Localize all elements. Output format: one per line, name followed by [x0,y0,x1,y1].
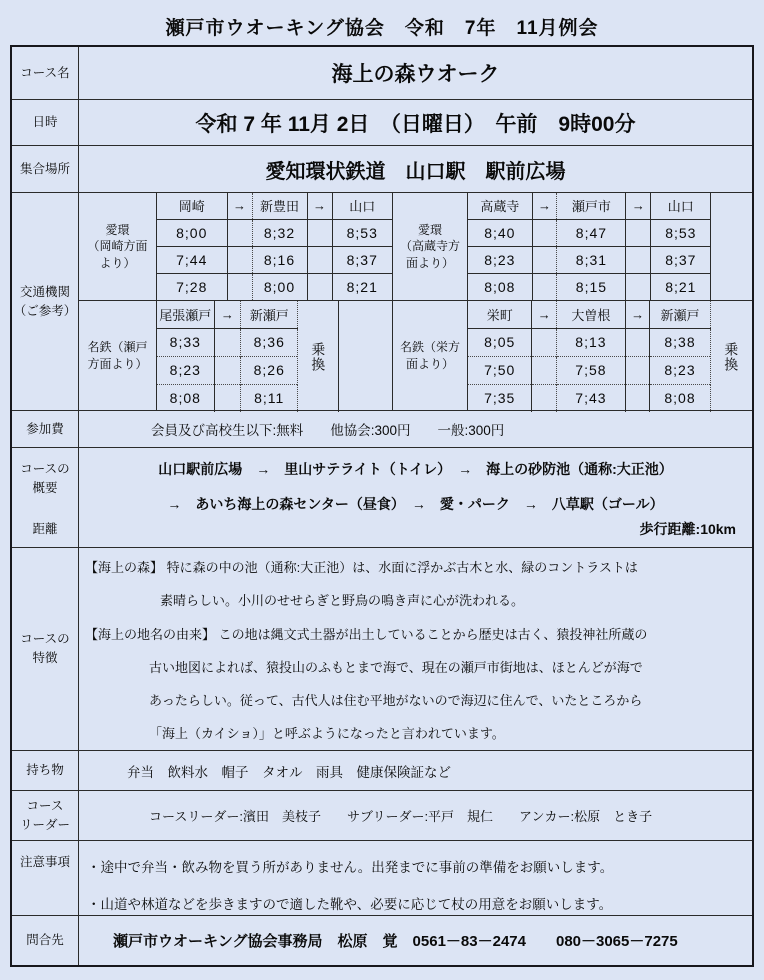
time-cell: 7;28 [157,273,227,300]
station-header: 尾張瀬戸 [159,307,212,323]
timetable-meitetsu-seto [79,300,392,410]
arrow-spacer-cell [625,384,650,412]
row-course-leaders [12,790,752,840]
arrow-spacer-cell [626,219,651,246]
time-cell: 8;16 [252,246,307,273]
arrow-icon: → [626,193,651,219]
time-cell: 8;36 [241,328,298,356]
timetable-meitetsu-sakae [393,300,752,410]
arrow-spacer-cell [214,384,241,412]
station-header: 高蔵寺 [480,199,520,215]
arrow-spacer-cell [227,219,252,246]
arrow-icon: → [227,193,252,219]
time-cell: 8;13 [557,328,626,356]
row-notes [12,840,752,915]
empty-cell [711,193,752,300]
arrow-spacer-cell [532,356,557,384]
station-header: 大曽根 [557,301,626,328]
transfer-cell: 乗換 [298,301,339,412]
time-cell: 8;40 [468,219,532,246]
leaders-label: コース リーダー [12,791,79,840]
row-transport [12,192,752,410]
time-cell: 8;32 [252,219,307,246]
time-cell: 8;31 [557,246,626,273]
line-label-meitetsu-seto: 名鉄（瀬戸方面より） [79,301,157,410]
station-header: 栄町 [486,307,513,323]
row-belongings [12,750,752,790]
arrow-spacer-cell [532,246,557,273]
empty-cell [339,301,392,412]
station-header: 瀬戸市 [557,193,626,219]
features-line: 「海上（カイショ）」と呼ぶようになったと言われています。 [149,726,505,742]
time-cell: 8;05 [468,328,532,356]
features-line: 古い地図によれば、猿投山のふもとまで海で、現在の瀬戸市街地は、ほとんどが海で [149,659,643,675]
notes-line: ・山道や林道などを歩きますので適した靴や、必要に応じて杖の用意をお願いします。 [87,897,613,912]
belongings-value: 弁当 飲料水 帽子 タオル 雨具 健康保険証など [127,764,451,780]
belongings-label: 持ち物 [12,751,79,790]
station-header: 新瀬戸 [650,301,710,328]
time-cell: 7;44 [157,246,227,273]
line-label-aikan-kozoji: 愛環 （高蔵寺方面より） [393,193,468,300]
meeting-place-value: 愛知環状鉄道 山口駅 駅前広場 [265,160,566,183]
notes-text [79,841,752,915]
arrow-spacer-cell [532,219,557,246]
time-cell: 8;37 [332,246,392,273]
time-cell: 7;50 [468,356,532,384]
time-cell: 8;00 [157,219,227,246]
station-header: 新豊田 [252,193,307,219]
contact-label: 問合先 [12,916,79,965]
arrow-icon: → [307,193,332,219]
datetime-label: 日時 [12,100,79,145]
time-cell: 8;37 [651,246,711,273]
row-meeting-place [12,145,752,192]
event-info-table [10,45,754,967]
features-line: あったらしい。従って、古代人は住む平地がないので海辺に住んで、いたところから [149,693,643,709]
time-cell: 8;15 [557,273,626,300]
route-line-1: 山口駅前広場 → 里山サテライト（トイレ） → 海上の砂防池（通称:大正池） [158,461,673,477]
row-course-outline [12,447,752,547]
course-route [79,448,752,547]
time-cell: 8;08 [468,273,532,300]
walking-distance: 歩行距離:10km [639,521,736,537]
time-cell: 8;53 [332,219,392,246]
line-label-meitetsu-sakae: 名鉄（栄方面より） [393,301,468,410]
arrow-spacer-cell [227,273,252,300]
time-cell: 8;47 [557,219,626,246]
station-header: 岡崎 [178,199,205,215]
arrow-spacer-cell [307,273,332,300]
time-cell: 8;21 [651,273,711,300]
station-header: 山口 [332,193,392,219]
time-cell: 8;11 [241,384,298,412]
timetable-table [157,193,392,300]
time-cell: 8;26 [241,356,298,384]
time-cell: 8;21 [332,273,392,300]
arrow-spacer-cell [532,328,557,356]
timetable-aikan-kozoji [393,193,752,300]
fee-label: 参加費 [12,411,79,447]
transfer-cell: 乗換 [710,301,752,412]
timetable-aikan-okazaki [79,193,392,300]
page-title: 瀬戸市ウオーキング協会 令和 7年 11月例会 [165,18,599,39]
time-cell: 8;23 [157,356,214,384]
leaders-value: コースリーダー:濱田 美枝子 サブリーダー:平戸 規仁 アンカー:松原 とき子 [149,809,653,824]
timetable-table [468,193,752,300]
arrow-icon: → [625,301,650,328]
transport-label: 交通機関 （ご参考） [12,193,79,410]
route-line-2: → あいち海上の森センター（昼食） → 愛・パーク → 八草駅（ゴール） [167,496,664,512]
arrow-spacer-cell [227,246,252,273]
meeting-place-label: 集合場所 [12,146,79,192]
arrow-spacer-cell [532,384,557,412]
time-cell: 7;35 [468,384,532,412]
fee-value: 会員及び高校生以下:無料 他協会:300円 一般:300円 [151,423,505,438]
features-line: 【海上の地名の由来】 この地は縄文式土器が出土していることから歴史は古く、猿投神社所蔵の [85,626,648,642]
course-name-label: コース名 [12,47,79,99]
arrow-spacer-cell [307,246,332,273]
features-line: 【海上の森】 特に森の中の池（通称:大正池）は、水面に浮かぶ古木と水、緑のコントラストは [85,560,638,575]
row-course-name [12,47,752,99]
station-header: 新瀬戸 [241,301,298,328]
arrow-spacer-cell [626,246,651,273]
transport-timetables [79,193,752,410]
contact-value: 瀬戸市ウオーキング協会事務局 松原 覚 0561－83－2474 080－3065－7275 [113,933,678,950]
row-fee [12,410,752,447]
datetime-value: 令和 7 年 11月 2日 （日曜日） 午前 9時00分 [195,112,636,136]
arrow-spacer-cell [625,328,650,356]
timetable-left-column [79,193,392,410]
row-contact [12,915,752,965]
distance-label: 距離 [32,522,58,537]
time-cell: 8;53 [651,219,711,246]
arrow-spacer-cell [307,219,332,246]
arrow-icon: → [532,193,557,219]
notes-label: 注意事項 [12,841,79,915]
time-cell: 8;33 [157,328,214,356]
timetable-right-column [392,193,752,410]
row-course-features [12,547,752,750]
arrow-spacer-cell [625,356,650,384]
arrow-spacer-cell [214,356,241,384]
arrow-spacer-cell [214,328,241,356]
time-cell: 8;00 [252,273,307,300]
timetable-table [157,301,392,412]
time-cell: 8;08 [157,384,214,412]
features-text [79,548,752,750]
time-cell: 8;38 [650,328,710,356]
arrow-spacer-cell [532,273,557,300]
arrow-spacer-cell [626,273,651,300]
arrow-icon: → [532,301,557,328]
notes-line: ・途中で弁当・飲み物を買う所がありません。出発までに事前の準備をお願いします。 [87,860,614,875]
time-cell: 8;23 [650,356,710,384]
time-cell: 8;23 [468,246,532,273]
time-cell: 8;08 [650,384,710,412]
course-name-value: 海上の森ウオーク [331,63,500,86]
station-header: 山口 [651,193,711,219]
time-cell: 7;43 [557,384,626,412]
timetable-table [468,301,752,412]
outline-label: コースの 概要 距離 [12,448,79,547]
time-cell: 7;58 [557,356,626,384]
arrow-icon: → [214,301,241,328]
line-label-aikan-okazaki: 愛環 （岡崎方面より） [79,193,157,300]
features-line: 素晴らしい。小川のせせらぎと野鳥の鳴き声に心が洗われる。 [160,593,525,609]
features-label: コースの 特徴 [12,548,79,750]
row-datetime [12,99,752,145]
